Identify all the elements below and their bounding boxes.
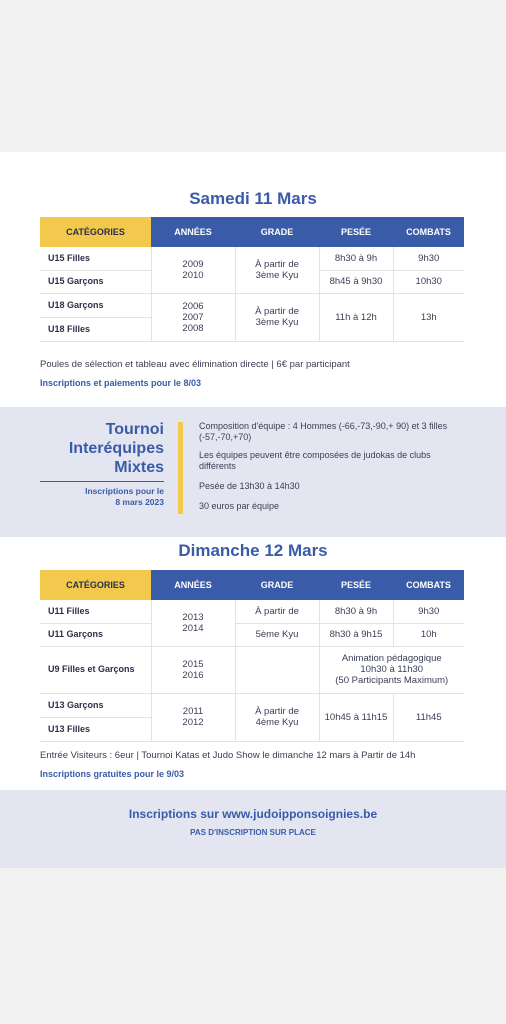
years-cell [151,293,235,341]
sunday-inscriptions: Inscriptions gratuites pour le 9/03 [40,769,185,779]
years-cell [151,646,235,693]
header-combats: COMBATS [393,570,464,600]
combats-cell: 9h30 [393,247,464,270]
table-row [40,247,464,270]
event-flyer [0,152,506,868]
saturday-schedule-table [40,217,464,342]
pesee-cell: 8h30 à 9h15 [319,623,393,646]
tournoi-prix: 30 euros par équipe [199,501,280,511]
pesee-cell: 11h à 12h [319,293,393,341]
animation-line: 10h30 à 11h30 [360,664,424,675]
website-inscription-link[interactable]: Inscriptions sur www.judoipponsoignies.be [128,807,378,821]
years-cell [151,600,235,646]
year-value: 2014 [182,622,204,634]
years-cell [151,693,235,741]
header-annees: ANNÉES [151,217,235,247]
grade-line: 4ème Kyu [255,717,299,728]
sunday-note: Entrée Visiteurs : 6eur | Tournoi Katas et Judo Show le dimanche 12 mars à Partir de 14h [40,750,416,761]
category-cell: U11 Filles [40,600,151,623]
year-value: 2012 [182,717,204,728]
tournoi-title-line: Mixtes [114,459,164,476]
tournoi-composition: Composition d'équipe : 4 Hommes (-66,-73,-90,+ 90) et 3 filles (-57,-70,+70) [199,421,448,442]
header-pesee: PESÉE [319,217,393,247]
year-value: 2016 [182,669,204,681]
grade-line: À partir de [255,706,299,717]
tournoi-title-line: Interéquipes [68,440,164,457]
grade-line: À partir de [255,258,299,270]
header-categories: CATÉGORIES [40,217,151,247]
header-combats: COMBATS [393,217,464,247]
combats-cell: 10h30 [393,270,464,293]
sunday-title: Dimanche 12 Mars [178,541,328,560]
tournoi-equipes: Les équipes peuvent être composées de judokas de clubs différents [199,450,431,471]
year-value: 2011 [182,706,204,717]
saturday-note: Poules de sélection et tableau avec élimination directe | 6€ par participant [40,359,350,370]
header-grade: GRADE [235,217,319,247]
grade-line: À partir de [255,306,299,317]
saturday-inscriptions: Inscriptions et paiements pour le 8/03 [40,378,202,388]
table-header-row [40,217,464,247]
table-row [40,293,464,317]
combats-cell: 9h30 [393,600,464,623]
tournoi-sub-line: 8 mars 2023 [115,497,164,507]
grade-cell [235,693,319,741]
accent-bar [178,422,183,514]
year-value: 2007 [182,311,204,323]
sunday-schedule-table [40,570,464,742]
grade-line: 3ème Kyu [255,317,299,328]
pesee-cell: 8h45 à 9h30 [319,270,393,293]
grade-cell: À partir de [235,600,319,623]
year-value: 2013 [182,611,204,623]
year-value: 2006 [182,300,204,312]
table-header-row [40,570,464,600]
combats-cell: 10h [393,623,464,646]
grade-cell: 5ème Kyu [235,623,319,646]
grade-cell [235,247,319,293]
category-cell: U11 Garçons [40,623,151,646]
header-grade: GRADE [235,570,319,600]
divider [40,481,164,482]
category-cell: U15 Filles [40,247,151,270]
grade-line: 3ème Kyu [255,269,299,281]
animation-cell [319,646,464,693]
tournoi-title [40,420,164,477]
pesee-cell: 10h45 à 11h15 [319,693,393,741]
category-cell: U18 Garçons [40,293,151,317]
category-cell: U13 Filles [40,717,151,741]
category-cell: U13 Garçons [40,693,151,717]
combats-cell: 11h45 [393,693,464,741]
saturday-title: Samedi 11 Mars [189,189,317,208]
year-value: 2010 [182,269,204,281]
category-cell: U15 Garçons [40,270,151,293]
footer-band [0,790,506,868]
category-cell: U18 Filles [40,317,151,341]
tournoi-sub-line: Inscriptions pour le [85,486,164,496]
year-value: 2015 [182,658,204,670]
table-row [40,600,464,623]
combats-cell: 13h [393,293,464,341]
table-row [40,646,464,693]
header-pesee: PESÉE [319,570,393,600]
pesee-cell: 8h30 à 9h [319,600,393,623]
grade-cell [235,646,319,693]
table-row [40,623,464,646]
tournoi-pesee: Pesée de 13h30 à 14h30 [199,481,300,491]
header-categories: CATÉGORIES [40,570,151,600]
animation-line: (50 Participants Maximum) [335,675,449,686]
grade-cell [235,293,319,341]
year-value: 2008 [182,322,204,334]
tournoi-band [0,407,506,537]
category-cell: U9 Filles et Garçons [40,646,151,693]
tournoi-title-line: Tournoi [105,421,164,438]
table-row [40,693,464,717]
tournoi-inscriptions [40,486,164,508]
no-onsite-registration: PAS D'INSCRIPTION SUR PLACE [190,828,316,837]
years-cell [151,247,235,293]
pesee-cell: 8h30 à 9h [319,247,393,270]
animation-line: Animation pédagogique [341,653,442,664]
header-annees: ANNÉES [151,570,235,600]
year-value: 2009 [182,258,204,270]
